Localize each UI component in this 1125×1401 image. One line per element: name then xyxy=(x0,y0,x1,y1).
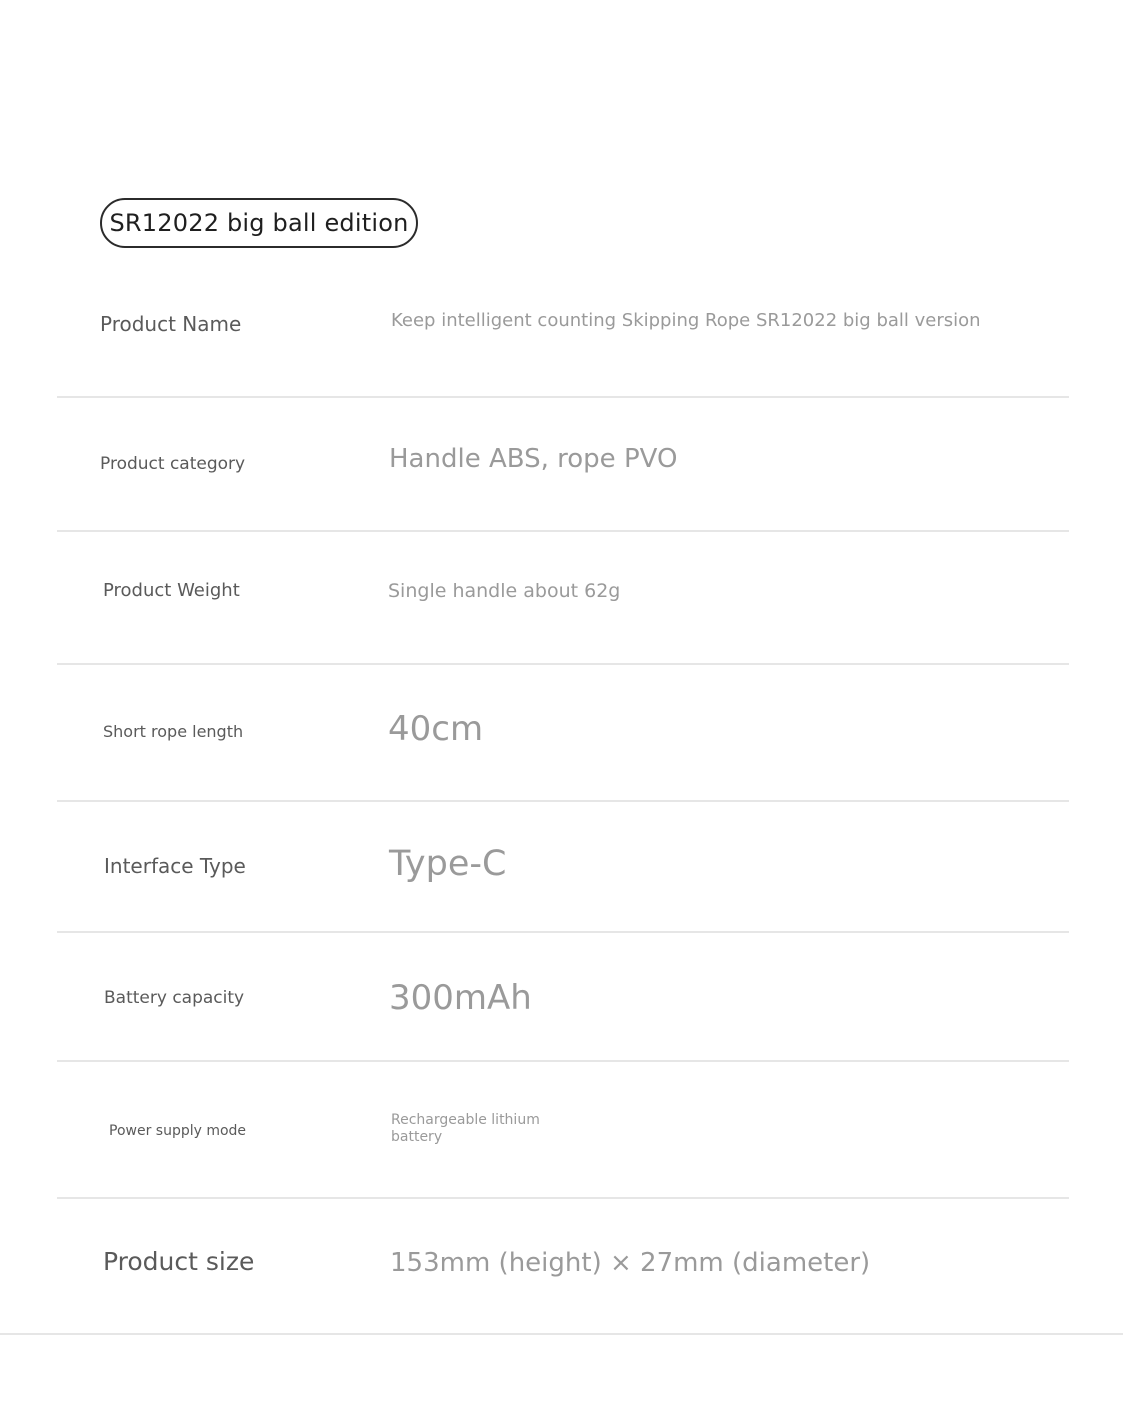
spec-label: Battery capacity xyxy=(104,988,245,1008)
spec-value: 40cm xyxy=(388,709,484,749)
spec-row-power-supply-mode xyxy=(57,1062,1069,1197)
spec-value-line-2: battery xyxy=(391,1129,443,1145)
spec-value: Keep intelligent counting Skipping Rope SR12022 big ball version xyxy=(391,310,981,331)
spec-row-product-name xyxy=(57,300,1069,396)
spec-row-product-size xyxy=(57,1199,1069,1333)
edition-badge-label: SR12022 big ball edition xyxy=(109,209,409,237)
spec-label: Product Weight xyxy=(103,580,240,601)
spec-row-product-weight xyxy=(57,532,1069,663)
spec-label: Short rope length xyxy=(103,722,244,741)
spec-label: Product Name xyxy=(100,312,242,336)
spec-row-battery-capacity xyxy=(57,933,1069,1060)
spec-row-interface-type xyxy=(57,802,1069,931)
spec-row-short-rope-length xyxy=(57,665,1069,800)
spec-label: Power supply mode xyxy=(109,1123,247,1139)
spec-value: Single handle about 62g xyxy=(388,580,621,602)
spec-label: Product category xyxy=(100,454,246,474)
spec-value: 300mAh xyxy=(389,978,532,1018)
bottom-divider xyxy=(0,1333,1123,1335)
spec-value: 153mm (height) × 27mm (diameter) xyxy=(390,1248,871,1278)
spec-value: Type-C xyxy=(389,844,507,884)
spec-label: Product size xyxy=(103,1247,255,1276)
spec-label: Interface Type xyxy=(104,854,246,878)
spec-value: Handle ABS, rope PVO xyxy=(389,444,678,474)
edition-badge xyxy=(100,198,418,248)
spec-value-line-1: Rechargeable lithium xyxy=(391,1112,540,1128)
spec-row-product-category xyxy=(57,398,1069,530)
